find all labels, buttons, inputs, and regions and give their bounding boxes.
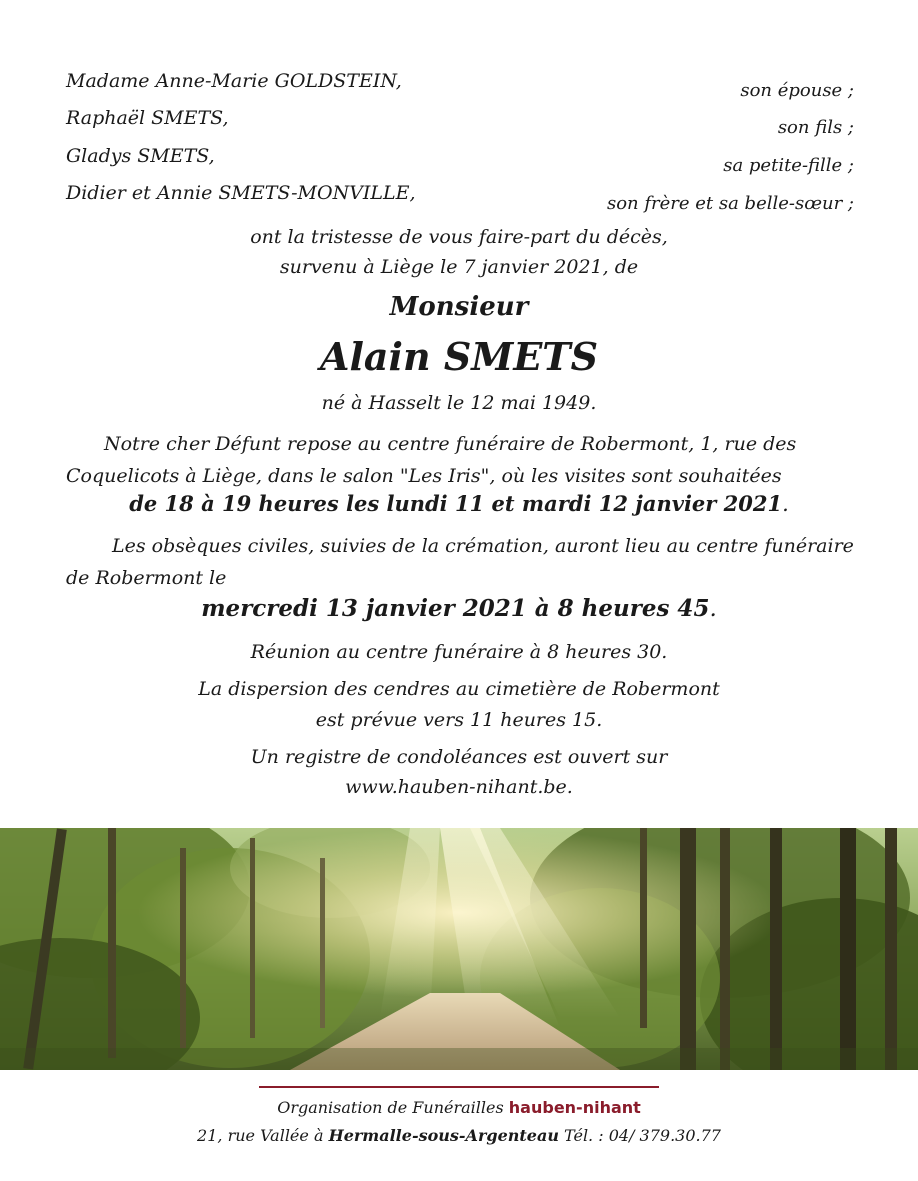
family-name-4: Didier et Annie SMETS-MONVILLE, [66, 182, 416, 204]
forest-path-image [0, 828, 918, 1070]
footer-organisation [0, 1098, 918, 1117]
deceased-name: Alain SMETS [319, 334, 599, 379]
announcement-line-1: ont la tristesse de vous faire-part du décès, [250, 226, 668, 248]
funeral-dispersion-1: La dispersion des cendres au cimetière de Robermont [198, 678, 720, 700]
family-name-3: Gladys SMETS, [66, 145, 215, 167]
family-name-1: Madame Anne-Marie GOLDSTEIN, [66, 70, 402, 92]
family-relation-4: son frère et sa belle-sœur ; [606, 193, 854, 214]
announcement-line-2: survenu à Liège le 7 janvier 2021, de [279, 256, 639, 278]
visitation-times-line [0, 491, 918, 516]
footer-org-label: Organisation de Funérailles [277, 1098, 509, 1117]
condolences-line-1: Un registre de condoléances est ouvert sur [250, 746, 668, 768]
funeral-reunion: Réunion au centre funéraire à 8 heures 30. [250, 641, 668, 663]
visitation-times-end: . [782, 492, 789, 516]
footer-town: Hermalle-sous-Argenteau [328, 1126, 559, 1145]
footer-phone: Tél. : 04/ 379.30.77 [558, 1126, 721, 1145]
funeral-text: Les obsèques civiles, suivies de la crémation, auront lieu au centre funéraire de Robermont le [66, 535, 854, 589]
family-name-2: Raphaël SMETS, [66, 107, 229, 129]
condolences-url[interactable]: www.hauben-nihant.be. [345, 776, 573, 798]
visitation-times: de 18 à 19 heures les lundi 11 et mardi 12 janvier 2021 [129, 491, 783, 516]
deceased-title: Monsieur [389, 292, 529, 322]
visitation-text: Notre cher Défunt repose au centre funéraire de Robermont, 1, rue des Coquelicots à Liège, dans le salon "Les Iris", où les visites sont souhaitées [66, 433, 797, 487]
funeral-dispersion-2: est prévue vers 11 heures 15. [315, 709, 603, 731]
family-relation-2: son fils ; [777, 117, 854, 138]
footer-address-prefix: 21, rue Vallée à [197, 1126, 329, 1145]
funeral-date-end: . [709, 596, 717, 622]
deceased-birth: né à Hasselt le 12 mai 1949. [321, 392, 597, 414]
footer-divider [259, 1086, 659, 1088]
brand-logo: hauben-nihant [508, 1098, 641, 1117]
family-relation-3: sa petite-fille ; [723, 155, 854, 176]
footer-address [0, 1126, 918, 1145]
family-relation-1: son épouse ; [740, 80, 854, 101]
funeral-date: mercredi 13 janvier 2021 à 8 heures 45 [201, 595, 710, 622]
funeral-date-line [0, 595, 918, 622]
